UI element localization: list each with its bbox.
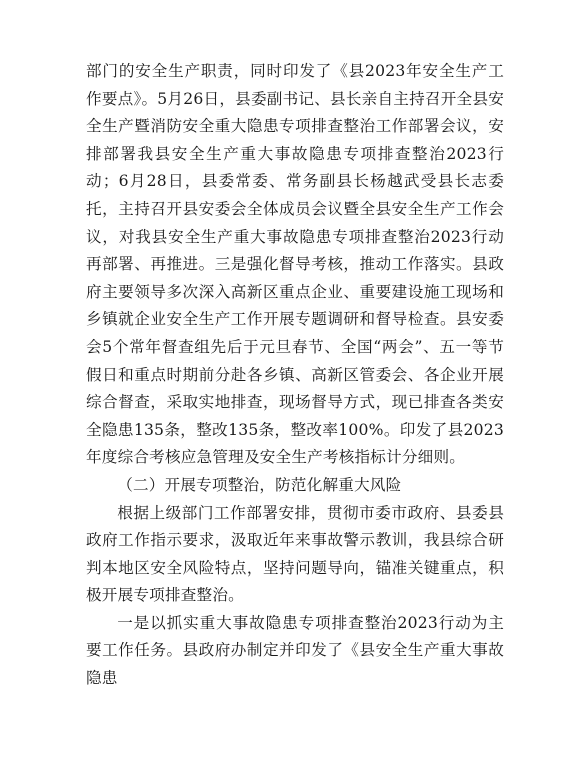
paragraph-body: 一是以抓实重大事故隐患专项排查整治2023行动为主要工作任务。县政府办制定并印发了《县安全生产重大事故隐患 bbox=[86, 613, 504, 688]
section-heading: （二）开展专项整治，防范化解重大风险 bbox=[117, 475, 402, 494]
paragraph-body: 根据上级部门工作部署安排，贯彻市委市政府、县委县政府工作指示要求，汲取近年来事故警示教训，我县综合研判本地区安全风险特点，坚持问题导向，锚准关键重点，积极开展专项排查整治。 bbox=[86, 503, 504, 605]
paragraph-continuation: 部门的安全生产职责，同时印发了《县2023年安全生产工作要点》。5月26日，县委副书记、县长亲自主持召开全县安全生产暨消防安全重大隐患专项排查整治工作部署会议，安排部署我县安全生产重大事故隐患专项排查整治2023行动；6月28日，县委常委、常务副县长杨越武受县长志委托，主持召开县安委会全体成员会议暨全县安全生产工作会议，对我县安全生产重大事故隐患专项排查整治2023行动再部署、再推进。三是强化督导考核，推动工作落实。县政府主要领导多次深入高新区重点企业、重要建设施工现场和乡镇就企业安全生产工作开展专题调研和督导检查。县安委会5个常年督查组先后于元旦春节、全国“两会”、五一等节假日和重点时期前分赴各乡镇、高新区管委会、各企业开展综合督查，采取实地排查，现场督导方式，现已排查各类安全隐患135条，整改135条，整改率100%。印发了县2023年度综合考核应急管理及安全生产考核指标计分细则。 bbox=[86, 62, 504, 467]
